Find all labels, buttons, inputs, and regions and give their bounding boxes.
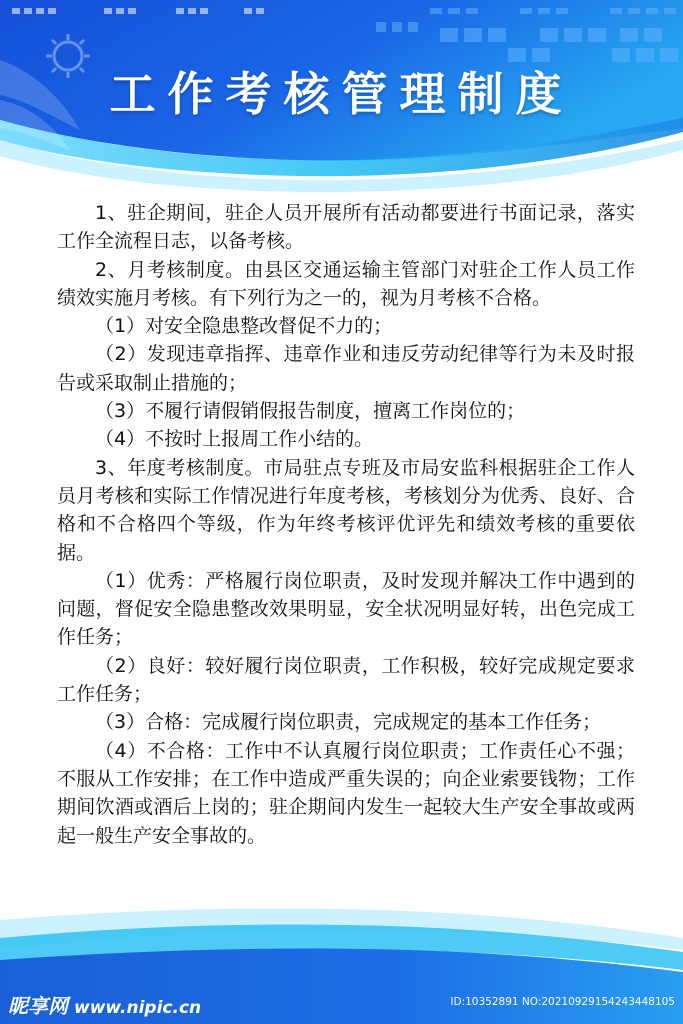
paragraph-3: 3、年度考核制度。市局驻点专班及市局安监科根据驻企工作人员月考核和实际工作情况进行年度考核，考核划分为优秀、良好、合格和不合格四个等级，作为年终考核评优评先和绩效考核的重要依据。: [57, 456, 635, 564]
list-item: （3）合格：完成履行岗位职责，完成规定的基本工作任务；: [95, 711, 602, 734]
list-item: （4）不合格：工作中不认真履行岗位职责；工作责任心不强；不服从工作安排；在工作中造成严重失误的；向企业索要钱物；工作期间饮酒或酒后上岗的；驻企期间内发生一起较大生产安全事故或两起一般生产安全事故的。: [57, 739, 635, 847]
watermark-image-id: ID:10352891 NO:20210929154243448105: [450, 996, 675, 1008]
list-item: （3）不履行请假销假报告制度，擅离工作岗位的；: [95, 400, 526, 423]
list-item: （1）对安全隐患整改督促不力的；: [95, 315, 393, 338]
watermark-site-url: www.nipic.cn: [74, 998, 202, 1018]
list-item: （1）优秀：严格履行岗位职责，及时发现并解决工作中遇到的问题，督促安全隐患整改效果明显，安全状况明显好转，出色完成工作任务；: [57, 569, 635, 649]
watermark-site-name: 昵享网: [8, 994, 68, 1018]
list-item: （2）良好：较好履行岗位职责，工作积极，较好完成规定要求工作任务；: [57, 654, 635, 706]
page-title: 工作考核管理制度: [109, 67, 574, 121]
watermark-site: [8, 990, 201, 1019]
regulation-body: [57, 199, 635, 850]
list-item: （2）发现违章指挥、违章作业和违反劳动纪律等行为未及时报告或采取制止措施的；: [57, 343, 635, 394]
list-item: （4）不按时上报周工作小结的。: [95, 428, 374, 451]
paragraph-2: 2、月考核制度。由县区交通运输主管部门对驻企工作人员工作绩效实施月考核。有下列行为之一的，视为月考核不合格。: [57, 258, 635, 309]
paragraph-1: 1、驻企期间，驻企人员开展所有活动都要进行书面记录，落实工作全流程日志，以备考核。: [57, 202, 635, 253]
